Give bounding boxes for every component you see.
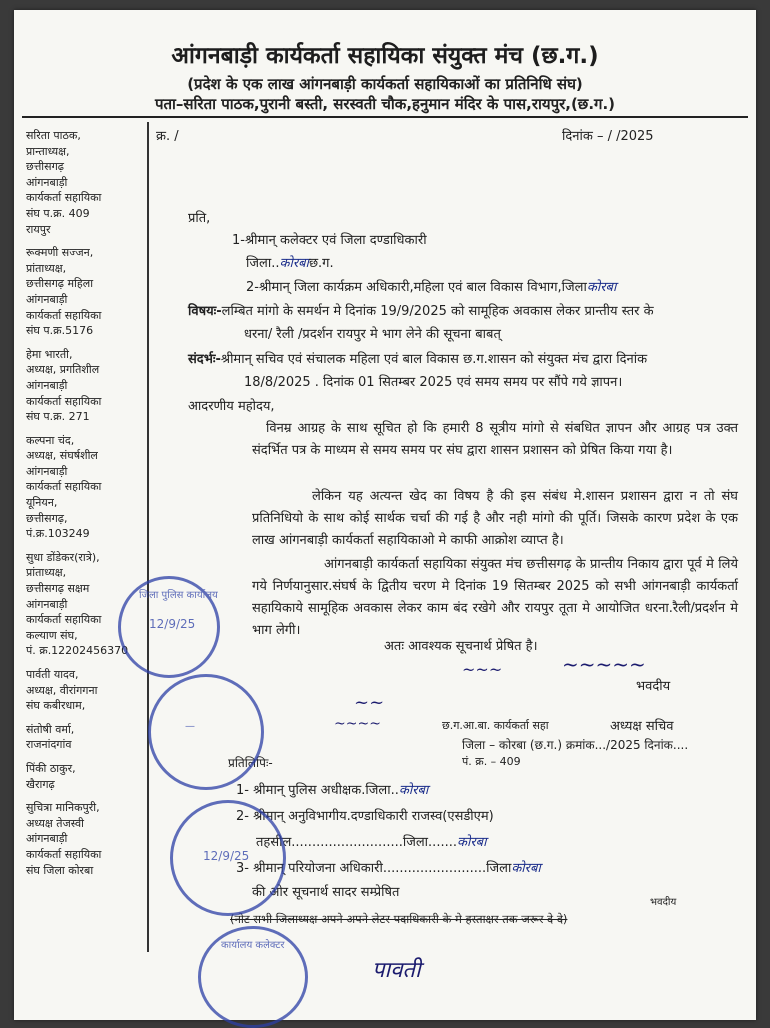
letter-date: दिनांक – / /2025 <box>562 129 654 144</box>
letterhead-address: पता–सरिता पाठक,पुरानी बस्ती, सरस्वती चौक,हनुमान मंदिर के पास,रायपुर,(छ.ग.) <box>154 95 616 113</box>
note-line: (नोट सभी जिलाध्यक्ष अपने अपने लेटर पदाधिकारी के मे हस्ताक्षर तक जरूर दे दे) <box>230 912 568 926</box>
subject-line-2: धरना/ रैली /प्रदर्शन रायपुर मे भाग लेने की सूचना बाबत् <box>244 327 501 342</box>
sidebar-member: सुधा डोंडेकर(रात्रे), प्रांताध्यक्ष, छत्तीसगढ़ सक्षम आंगनबाड़ी कार्यकर्ता सहायिका कल्याण संघ, पं. क्र.12202456370 <box>26 550 129 658</box>
registration-number: पं. क्र. – 409 <box>462 755 521 768</box>
stamp-date: 12/9/25 <box>149 617 196 631</box>
bhavdiya-small: भवदीय <box>650 897 677 908</box>
recipient-1-district: जिला..कोरबाछ.ग. <box>246 256 334 271</box>
pratilipi-label: प्रतिलिपिः- <box>228 756 273 770</box>
paragraph-3: आंगनबाड़ी कार्यकर्ता सहायिका संयुक्त मंच छत्तीसगढ़ के प्रान्तीय निकाय द्वारा पूर्व मे लिये गये निर्णयानुसार.संघर्ष के द्वितीय चरण मे दिनांक 19 सितम्बर 2025 को सभी आंगनबाड़ी कार्यकर्ता सहायिकाये सामूहिक अवकास लेकर काम बंद रखेगे और रायपुर तूता मे आयोजित धरना.रैली/प्रदर्शन मे भाग लेगी। <box>252 557 738 638</box>
signature: ~~ <box>354 692 385 713</box>
stamp-text: — <box>185 721 195 732</box>
sidebar-member: पिंकी ठाकुर, खैरागढ़ <box>26 761 76 791</box>
reference-line-1: संदर्भः-श्रीमान् सचिव एवं संचालक महिला एवं बाल विकास छ.ग.शासन को संयुक्त मंच द्वारा दिनांक <box>188 352 648 367</box>
sidebar-member: सुचित्रा मानिकपुरी, अध्यक्ष तेजस्वी आंगनबाड़ी कार्यकर्ता सहायिका संघ जिला कोरबा <box>26 801 102 877</box>
office-stamp <box>148 674 264 790</box>
designation: अध्यक्ष सचिव <box>610 719 674 734</box>
sidebar-member: रूक्मणी सज्जन, प्रांताध्यक्ष, छत्तीसगढ़ महिला आंगनबाड़ी कार्यकर्ता सहायिका संघ प.क्र.5176 <box>26 246 102 338</box>
prati-label: प्रति, <box>188 211 211 226</box>
bhavdiya: भवदीय <box>636 679 671 694</box>
paragraph-1: विनम्र आग्रह के साथ सूचित हो कि हमारी 8 सूत्रीय मांगो से संबधित ज्ञापन और आग्रह पत्र उक्त संदर्भित पत्र के माध्यम से समय समय पर संघ द्वारा शासन प्रशासन को प्रेषित किया गया है। <box>252 421 738 458</box>
office-stamp <box>170 800 286 916</box>
cc-2-tehsil: तहसील...........................जिला.......कोरबा <box>256 835 487 850</box>
cc-2: 2- श्रीमान् अनुविभागीय.दण्डाधिकारी राजस्व(एसडीएम) <box>236 809 494 824</box>
sidebar-member: कल्पना चंद, अध्यक्ष, संघर्षशील आंगनबाड़ी कार्यकर्ता सहायिका यूनियन, छत्तीसगढ़, पं.क्र.103249 <box>26 433 102 541</box>
recipient-1: 1-श्रीमान् कलेक्टर एवं जिला दण्डाधिकारी <box>232 233 427 248</box>
collector-office-stamp <box>198 926 308 1028</box>
letterhead-title: आंगनबाड़ी कार्यकर्ता सहायिका संयुक्त मंच (छ.ग.) <box>171 43 599 69</box>
letter-page <box>14 10 756 1020</box>
subject-line-1: विषयः-लम्बित मांगो के समर्थन मे दिनांक 19/9/2025 को सामूहिक अवकास लेकर प्रान्तीय स्तर के <box>188 304 654 319</box>
reference-number: क्र. / <box>156 129 179 144</box>
sidebar-member: हेमा भारती, अध्यक्ष, प्रगतिशील आंगनबाड़ी कार्यकर्ता सहायिका संघ प.क्र. 271 <box>26 347 102 424</box>
recipient-2: 2-श्रीमान् जिला कार्यक्रम अधिकारी,महिला एवं बाल विकास विभाग,जिलाकोरबा <box>246 280 617 295</box>
acknowledgement-handwriting: पावती <box>372 958 421 983</box>
stamp-text: कार्यालय कलेक्टर <box>221 940 285 951</box>
stamp-text: जिला पुलिस कार्यालय <box>139 590 218 601</box>
sidebar-member: पार्वती यादव, अध्यक्ष, वीरांगगना संघ कबीरधाम, <box>26 668 98 713</box>
police-stamp <box>118 576 220 678</box>
signature: ~~~~~ <box>562 652 646 676</box>
signature: ~~~ <box>462 660 503 679</box>
district-line: जिला – कोरबा (छ.ग.) क्रमांक.../2025 दिनांक.... <box>462 738 689 752</box>
signature: ~~~~ <box>334 716 381 732</box>
cc-4: की ओर सूचनार्थ सादर सम्प्रेषित <box>252 885 400 900</box>
cc-3: 3- श्रीमान् परियोजना अधिकारी.........................जिलाकोरबा <box>236 861 541 876</box>
sidebar-member: संतोषी वर्मा, राजनांदगांव <box>26 722 75 752</box>
office-bearers-sidebar <box>26 128 148 886</box>
cc-1: 1- श्रीमान् पुलिस अधीक्षक.जिला..कोरबा <box>236 783 429 798</box>
stamp-date: 12/9/25 <box>203 849 250 863</box>
header-divider <box>22 116 748 118</box>
salutation: आदरणीय महोदय, <box>188 399 275 414</box>
letterhead-subtitle: (प्रदेश के एक लाख आंगनबाड़ी कार्यकर्ता सहायिकाओं का प्रतिनिधि संघ) <box>187 75 583 93</box>
closing-line: अतः आवश्यक सूचनार्थ प्रेषित है। <box>384 639 538 654</box>
reference-line-2: 18/8/2025 . दिनांक 01 सितम्बर 2025 एवं समय समय पर सौंपे गये ज्ञापन। <box>244 375 623 390</box>
sidebar-member: सरिता पाठक, प्रान्ताध्यक्ष, छत्तीसगढ़ आंगनबाड़ी कार्यकर्ता सहायिका संघ प.क्र. 409 रायपुर <box>26 129 102 236</box>
paragraph-2: लेकिन यह अत्यन्त खेद का विषय है की इस संबंध मे.शासन प्रशासन द्वारा न तो संघ प्रतिनिधियो के साथ कोई सार्थक चर्चा की गई है और नही मांगो की पूर्ति। जिसके कारण प्रदेश के एक लाख आंगनबाड़ी कार्यकर्ता सहायिकाओ मे काफी आक्रोश व्याप्त है। <box>252 489 738 548</box>
org-line: छ.ग.आ.बा. कार्यकर्ता सहा <box>442 719 549 732</box>
